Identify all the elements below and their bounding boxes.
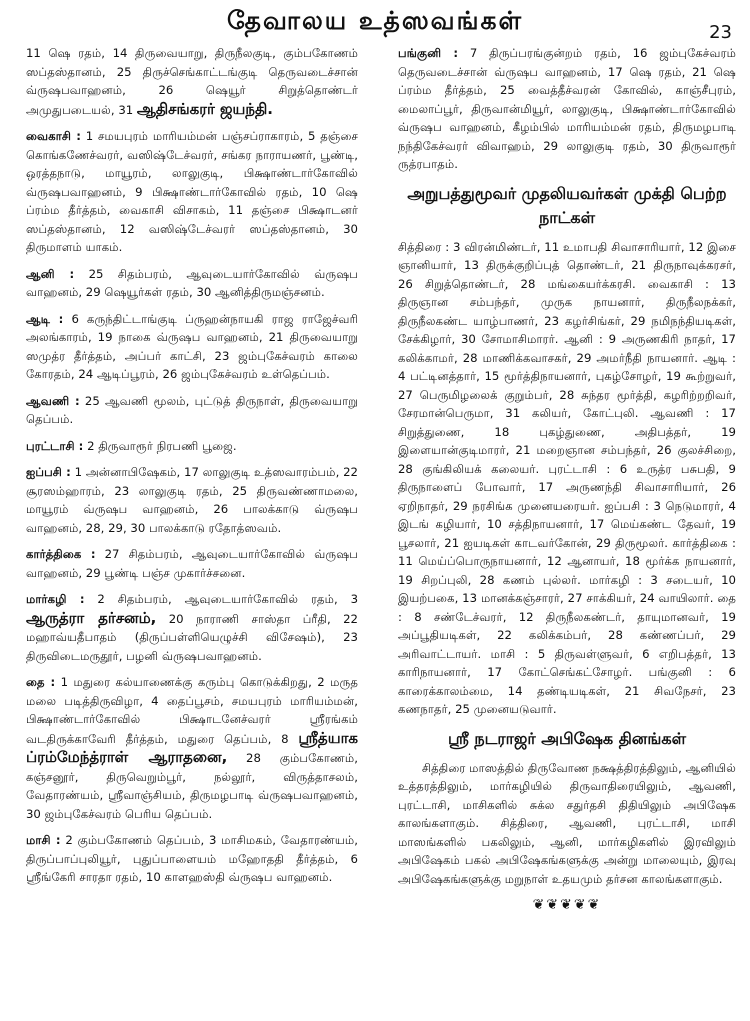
natarajar-abhisheka-paragraph: சித்திரை மாஸத்தில் திருவோண நக்ஷத்திரத்திலும், ஆனியில் உத்தரத்திலும், மார்கழியில் திருவாதிரையிலும், ஆவணி, புரட்டாசி, மாசிகளில் சுக்ல சதுர்தசி திதியிலும் அபிஷேக காலங்களாகும். சித்திரை, ஆவணி, புரட்டாசி, மாசி மாஸங்களில் பகலிலும், ஆனி, மார்கழிகளில் இரவிலும் அபிஷேகம் பகல் அபிஷேகங்களுக்கு அன்று மாலையும், இரவு அபிஷேகங்களுக்கு மறுநாள் உதயமும் தர்சன காலங்களாகும். [398, 760, 736, 886]
month-label-panguni: பங்குனி : [398, 46, 459, 60]
month-label-margazhi: மார்கழி : [26, 592, 85, 606]
month-label-purattasi: புரட்டாசி : [26, 438, 84, 453]
thai-paragraph [26, 673, 358, 823]
karthigai-paragraph [26, 545, 358, 582]
aadi-text: 6 கருந்திட்டாங்குடி ப்ருஹன்நாயகி ராஜ ராஜேச்வரி அலங்காரம், 19 நாகை வ்ருஷப வாஹனம், 21 திருவையாறு ஸமுத்ர தீர்த்தம், அப்பர் காட்சி, 23 ஜம்புகேச்வரம் காலை கோரதம், 24 ஆடிப்பூரம், 26 ஜம்புகேச்வரம் உள்தெப்பம். [26, 311, 358, 381]
thyagabrahma-aradhana: ஸ்ரீத்யாக ப்ரம்மேந்த்ராள் ஆராதனை, [26, 728, 358, 766]
arudra-darshan: ஆருத்ரா தர்சனம், [26, 608, 157, 627]
aippasi-paragraph [26, 463, 358, 537]
left-column [26, 44, 358, 1015]
aippasi-text: 1 அன்னாபிஷேகம், 17 லாலுகுடி உத்ஸவாரம்பம், 22 சூரஸம்ஹாரம், 23 லாலுகுடி ரதம், 25 திருவண்ணாமலை, மாயூரம் வ்ருஷப வாஹனம், 26 பாலக்காடு வ்ருஷப வாஹனம், 28, 29, 30 பாலக்காடு ரதோத்ஸவம். [26, 465, 358, 535]
month-label-maasi: மாசி : [26, 833, 61, 847]
vaikasi-text: 1 சமயபுரம் மாரியம்மன் பஞ்சப்ராகாரம், 5 தஞ்சை கொங்கணேச்வரர், வஸிஷ்டேச்வரர், சங்கர நாராயணர், பூண்டி, ஒரத்தநாடு, மாயூரம், லாலுகுடி, பிக்ஷாண்டார்கோவில் வ்ருஷபவாஹனம், 9 பிக்ஷாண்டார்கோவில் ரதம், 10 ஷெ ப்ரம்ம தீர்த்தம், வைகாசி விசாகம், 11 தஞ்சை பிக்ஷாடனர் ஸப்தஸ்தானம், 12 வஸிஷ்டேச்வரர் ஸப்தஸ்தானம், 30 திருமாளம் யாகம். [26, 129, 358, 254]
aavani-text: 25 ஆவணி மூலம், புட்டுத் திருநாள், திருவையாறு தெப்பம். [26, 393, 358, 426]
month-label-vaikasi: வைகாசி : [26, 129, 81, 143]
panguni-paragraph [398, 44, 736, 174]
month-label-thai: தை : [26, 675, 56, 689]
margazhi-paragraph [26, 590, 358, 665]
page-number: 23 [709, 22, 732, 43]
month-label-aippasi: ஐப்பசி : [26, 465, 71, 479]
chithirai-continued-text: 11 ஷெ ரதம், 14 திருவையாறு, திருநீலகுடி, கும்பகோணம் ஸப்தஸ்தானம், 25 திருச்செங்காட்டங்குடி தெருவடைச்சான் வ்ருஷபவாஹனம், 26 ஷெயூர் சிறுத்தொண்டர் அமுதுபடையல், 31 [26, 46, 358, 117]
panguni-text: 7 திருப்பரங்குன்றம் ரதம், 16 ஜம்புகேச்வரம் தெருவடைச்சான் வ்ருஷப வாஹனம், 17 ஷெ ரதம், 21 ஷெ ப்ரம்ம தீர்த்தம், 25 வைத்தீச்வரன் கோவில், காஞ்சீபுரம், மைலாப்பூர், திருவான்மியூர், லாலுகுடி, பிக்ஷாண்டார்கோவில் வ்ருஷப வாஹனம், கீழம்பில் மாரியம்மன் ரதம், திருமழபாடி நந்திகேச்வரர் விவாஹம், 29 லாலுகுடி ரதம், 30 திருவாரூர் ருத்ரபாதம். [398, 46, 736, 171]
natarajar-abhisheka-heading: ஸ்ரீ நடராஜர் அபிஷேக தினங்கள் [447, 728, 687, 748]
thai-text-2: 28 கும்பகோணம், கஞ்சனூர், திருவெறும்பூர், நல்லூர், விருத்தாசலம், வேதாரண்யம், ஸ்ரீவாஞ்சியம், திருமழபாடி வ்ருஷபவாஹனம், 30 ஜம்புகேச்வரம் பெரிய தெப்பம். [26, 751, 358, 821]
purattasi-paragraph [26, 437, 358, 456]
month-label-aani: ஆனி : [26, 266, 75, 281]
page-title: தேவாலய உத்ஸவங்கள் [226, 6, 524, 35]
vaikasi-paragraph [26, 127, 358, 257]
maasi-text: 2 கும்பகோணம் தெப்பம், 3 மாசிமகம், வேதாரண்யம், திருப்பாப்புலியூர், புதுப்பாளையம் மஹோததி தீர்த்தம், 6 ஸ்ரீங்கேரி சாரதா ரதம், 10 காளஹஸ்தி வ்ருஷப வாஹனம். [26, 833, 358, 884]
month-label-karthigai: கார்த்திகை : [26, 547, 96, 561]
nayanmar-mukthi-heading: அறுபத்துமூவர் முதலியவர்கள் முக்தி பெற்ற நாட்கள் [407, 183, 727, 227]
end-ornament: ❦❦❦❦❦ [532, 897, 602, 913]
thai-text-1: 1 மதுரை கல்யாணைக்கு கரும்பு கொடுக்கிறது, 2 மருத மலை படித்திருவிழா, 4 தைப்பூசம், சமயபுரம் மாரியம்மன், பிக்ஷாண்டார்கோவில் பிக்ஷாடனேச்வரர் ஸ்ரீரங்கம் வடதிருக்காவேரி தீர்த்தம், மதுரை தெப்பம், 8 [26, 675, 358, 746]
aani-text: 25 சிதம்பரம், ஆவுடையார்கோவில் வ்ருஷப வாஹனம், 29 ஷெயூர்கள் ரதம், 30 ஆனித்திருமஞ்சனம். [26, 266, 358, 299]
chithirai-continued-paragraph [26, 44, 358, 119]
margazhi-text-1: 2 சிதம்பரம், ஆவுடையார்கோவில் ரதம், 3 [97, 592, 358, 606]
margazhi-text-2: 20 நாராணி சாஸ்தா ப்ரீதி, 22 மஹாவ்யதீபாதம் (திருப்பள்ளியெழுச்சி விசேஷம்), 23 திருவிடைமருதூர், பழனி வ்ருஷபவாஹனம். [26, 611, 358, 663]
purattasi-text: 2 திருவாரூர் நிரபணி பூஜை. [87, 438, 237, 453]
nayanmar-mukthi-paragraph: சித்திரை : 3 விரன்மிண்டர், 11 உமாபதி சிவாசாரியார், 12 இசை ஞானியார், 13 திருக்குறிப்புத் தொண்டர், 21 திருநாவுக்கரசர், 26 சிறுத்தொண்டர், 28 மங்கையர்க்கரசி. வைகாசி : 13 திருஞான சம்பந்தர், முருக நாயனார், திருநீலநக்கர், திருநீலகண்ட யாழ்பாணர், 23 கழர்சிங்கர், 29 நமிநந்தியடிகள், சேக்கிழார், 30 சோமாசிமாரர். ஆனி : 9 அருணகிரி நாதர், 17 கலிக்காமர், 28 மாணிக்கவாசகர், 29 அமர்நீதி நாயனார். ஆடி : 4 பட்டினத்தார், 15 மூர்த்திநாயனார், புகழ்சோழர், 19 கூற்றுவர், 27 பெருமிழலைக் குறும்பர், 28 சுந்தர மூர்த்தி, கழரிற்றறிவர், சேரமான்பெருமா, 31 கலியர், கோட்புலி. ஆவணி : 17 சிறுத்துணை, 18 புகழ்துணை, அதிபத்தர், 19 இளையான்குடிமாரர், 21 மறைஞான சம்பந்தர், 26 குலச்சிறை, 28 குங்கிலியக் கலையர். புரட்டாசி : 6 உருத்ர பசுபதி, 9 திருநாளைப் போவார், 17 அருணந்தி சிவாசாரியார், 26 ஏறிநாதர், 29 நரசிங்க முனையரையர். ஐப்பசி : 3 நெடுமாரர், 4 இடங் கழியார், 10 சத்திநாயனார், 17 மெய்கண்ட தேவர், 19 பூசலார், 21 ஐயடிகள் காடவர்கோன், 29 திருமூலர். கார்த்திகை : 11 மெய்ப்பொருநாயனார், 12 ஆனாயர், 18 மூர்க்க நாயனார், 19 சிறப்புலி, 28 கணம் புல்லர். மார்கழி : 3 சடையர், 10 இயற்பகை, 13 மானக்கஞ்சாரர், 27 சாக்கியர், 24 வாயிலார். தை : 8 சண்டேச்வரர், 12 திருநீலகண்டர், தாயுமானவர், 19 அப்பூதியடிகள், 22 கலிக்கம்பர், 28 கண்ணப்பர், 29 அரிவாட்டாயர். மாசி : 5 திருவள்ளுவர், 6 எறிபத்தர், 13 காரிநாயனார், 17 கோட்செங்கட்சோழர். பங்குனி : 6 காரைக்காலம்மை, 14 தண்டியடிகள், 21 சிவநேசர், 23 கணநாதர், 25 முனையடுவார். [398, 239, 736, 716]
month-label-aadi: ஆடி : [26, 311, 64, 326]
aavani-paragraph [26, 392, 358, 429]
month-label-aavani: ஆவணி : [26, 393, 80, 408]
karthigai-text: 27 சிதம்பரம், ஆவுடையார்கோவில் வ்ருஷப வாஹனம், 29 பூண்டி பஞ்ச முகார்ச்சனை. [26, 547, 358, 580]
maasi-paragraph [26, 831, 358, 887]
aadi-paragraph [26, 310, 358, 384]
aani-paragraph [26, 265, 358, 302]
right-column [398, 44, 736, 1015]
adi-sankara-jayanthi: ஆதிசங்கரர் ஜயந்தி. [136, 99, 273, 118]
